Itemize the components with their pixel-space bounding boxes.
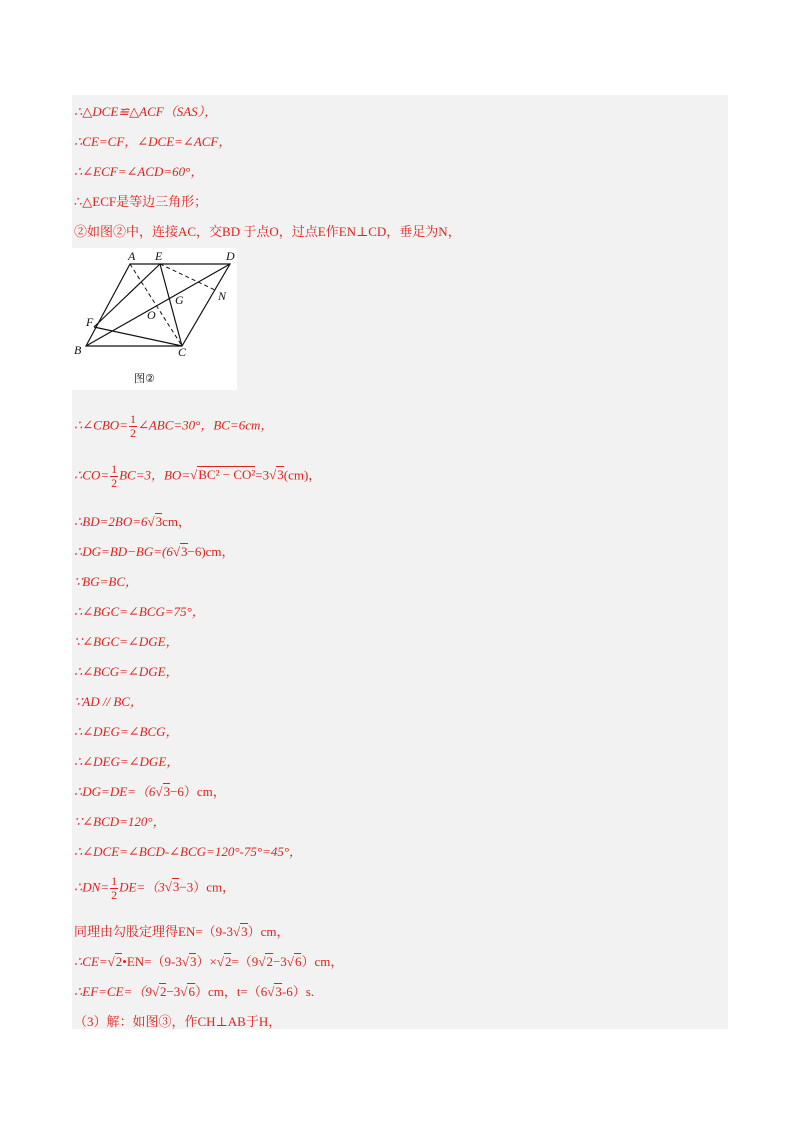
point-label-c: C xyxy=(178,345,187,359)
fraction-half: $\frac{1}{2}$ xyxy=(111,874,118,902)
fraction-half: $\frac{1}{2}$ xyxy=(111,462,118,490)
sqrt-expression: √3 xyxy=(147,514,163,529)
sqrt-expression: √3 xyxy=(164,879,180,895)
sqrt-expression: √6 xyxy=(180,984,195,999)
proof-line-7: ∴CO= $\frac{1}{2}$ BC=3，BO=√BC² − CO²=3√3(cm)， xyxy=(74,462,322,490)
point-label-f: F xyxy=(86,315,94,329)
proof-line-24: （3）解：如图③，作CH⊥AB于H， xyxy=(74,1014,282,1029)
sqrt-expression: √6 xyxy=(286,954,302,969)
sqrt-expression: √3 xyxy=(233,924,248,939)
proof-line-22: ∴CE=√2•EN=（9-3√3）×√2=（9√2−3√6）cm， xyxy=(74,954,344,969)
proof-line-16: ∴∠DEG=∠DGE， xyxy=(74,754,180,769)
fraction-half: $\frac{1}{2}$ xyxy=(129,412,136,440)
proof-line-1: ∴△DCE≌△ACF（SAS）， xyxy=(74,104,218,119)
point-label-n: N xyxy=(218,289,227,303)
sqrt-expression: √3 xyxy=(269,467,284,483)
point-label-b: B xyxy=(74,343,82,357)
parallelogram-diagram xyxy=(72,248,237,390)
proof-line-9: ∴DG=BD−BG=(6√3−6)cm， xyxy=(74,544,235,559)
sqrt-expression: √2 xyxy=(216,954,232,969)
point-label-e: E xyxy=(155,249,163,263)
proof-line-19: ∴∠DCE=∠BCD-∠BCG=120°-75°=45°， xyxy=(74,844,303,859)
proof-line-20: ∴DN= $\frac{1}{2}$ DE=（3√3−3）cm， xyxy=(74,874,236,902)
proof-line-5: ②如图②中，连接AC，交BD 于点O，过点E作EN⊥CD，垂足为N， xyxy=(74,224,461,239)
sqrt-expression: √2 xyxy=(107,954,123,969)
proof-line-17: ∴DG=DE=（6√3−6）cm， xyxy=(74,784,226,799)
figure-caption: 图② xyxy=(134,372,155,385)
proof-line-11: ∴∠BGC=∠BCG=75°， xyxy=(74,604,205,619)
point-label-o: O xyxy=(147,308,156,322)
proof-line-21: 同理由勾股定理得EN=（9-3√3）cm， xyxy=(74,924,290,939)
proof-line-6: ∴∠CBO= $\frac{1}{2}$ ∠ABC=30°，BC=6cm， xyxy=(74,412,274,440)
sqrt-expression: √3 xyxy=(267,984,282,999)
point-label-g: G xyxy=(175,293,184,307)
proof-line-23: ∴EF=CE=（9√2−3√6）cm，t=（6√3-6）s. xyxy=(74,984,315,999)
sqrt-expression: √3 xyxy=(155,784,171,799)
proof-line-3: ∴∠ECF=∠ACD=60°， xyxy=(74,164,204,179)
point-label-a: A xyxy=(128,249,136,263)
proof-line-10: ∵BG=BC， xyxy=(74,574,138,589)
point-label-d: D xyxy=(226,249,235,263)
proof-line-2: ∴CE=CF，∠DCE=∠ACF， xyxy=(74,134,232,149)
proof-line-15: ∴∠DEG=∠BCG， xyxy=(74,724,179,739)
geometry-figure xyxy=(72,248,237,390)
proof-line-12: ∵∠BGC=∠DGE， xyxy=(74,634,179,649)
sqrt-expression: √3 xyxy=(172,544,188,559)
sqrt-expression: √3 xyxy=(181,954,197,969)
sqrt-expression: √2 xyxy=(258,954,273,969)
proof-line-8: ∴BD=2BO=6√3cm， xyxy=(74,514,192,529)
proof-line-18: ∵∠BCD=120°， xyxy=(74,814,166,829)
proof-line-14: ∵AD // BC， xyxy=(74,694,143,709)
sqrt-expression: √BC² − CO² xyxy=(190,467,256,483)
proof-line-4: ∴△ECF是等边三角形； xyxy=(74,194,208,209)
proof-line-13: ∴∠BCG=∠DGE， xyxy=(74,664,179,679)
sqrt-expression: √2 xyxy=(151,984,167,999)
